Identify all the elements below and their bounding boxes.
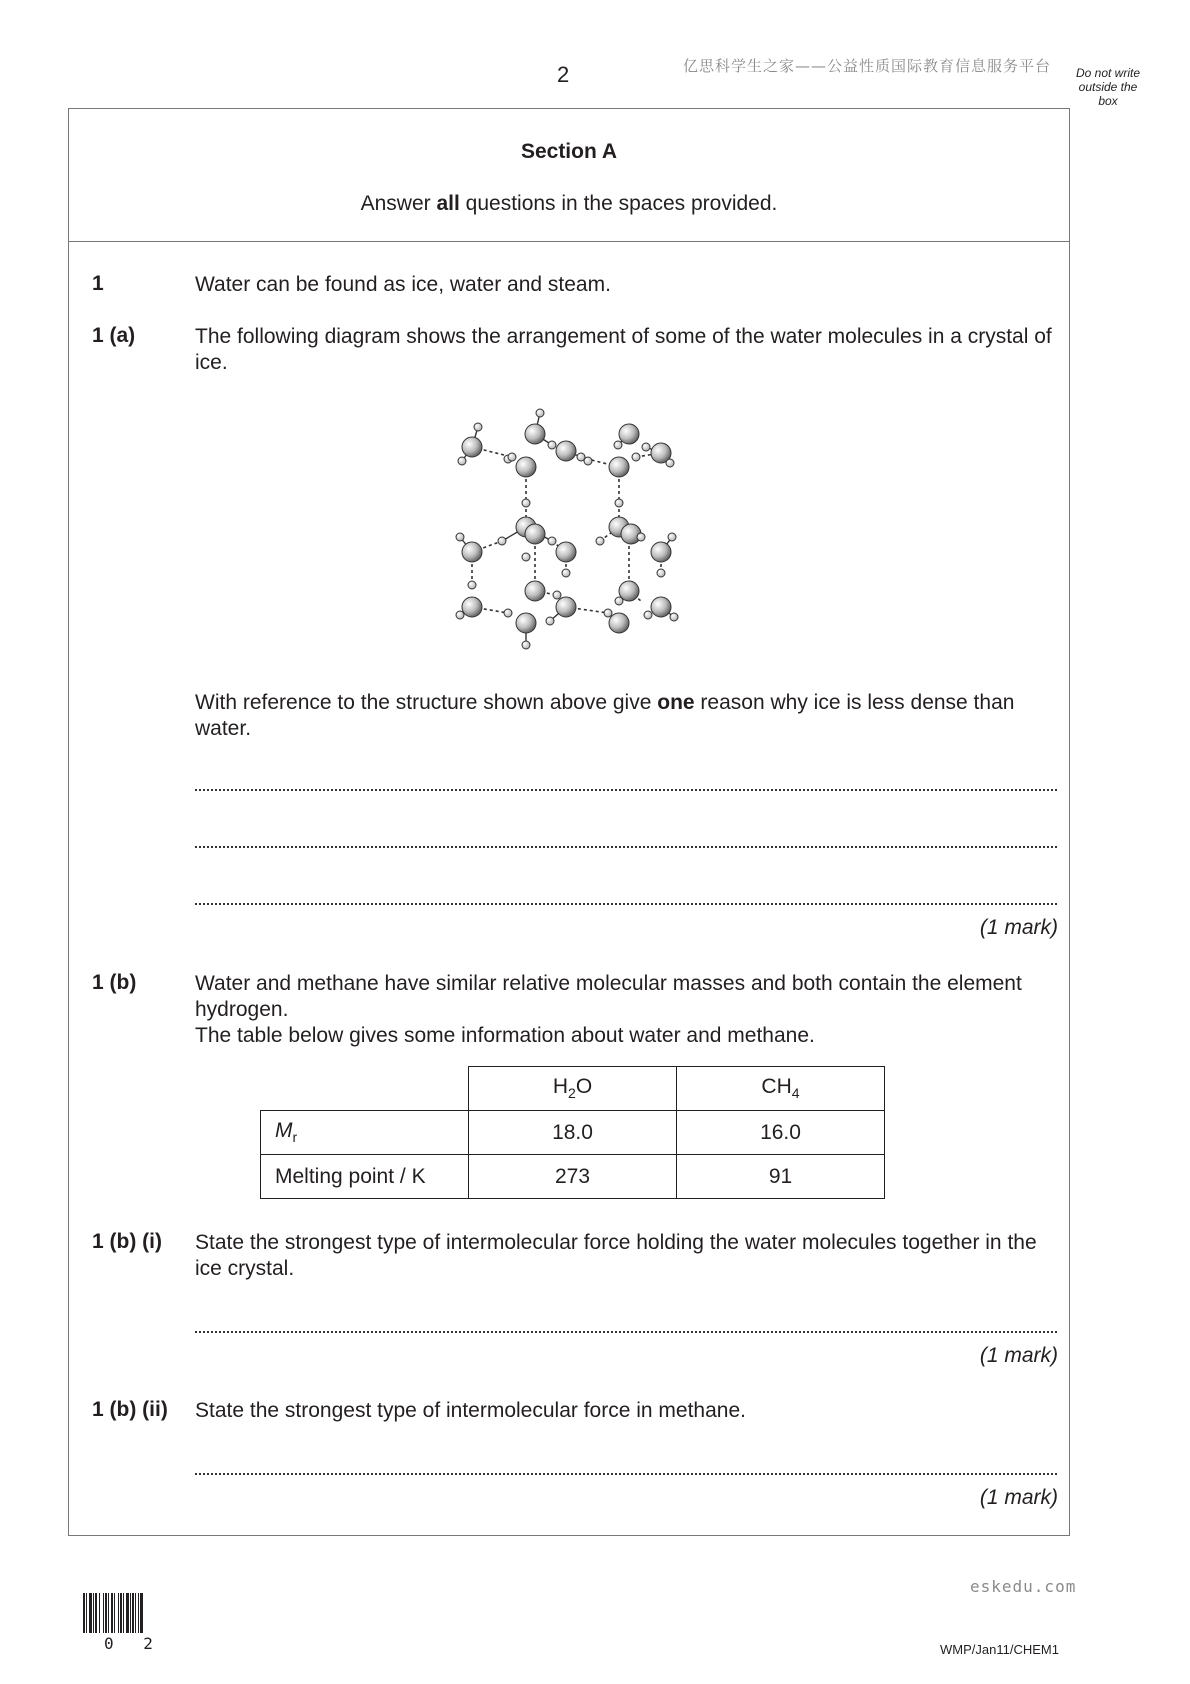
hydrogen-atom — [553, 591, 561, 599]
hydrogen-atom — [604, 609, 612, 617]
question-1a-prompt: With reference to the structure shown above give one reason why ice is less dense than water. — [195, 691, 1015, 740]
table-row-label: $M_r$ — [261, 1111, 469, 1155]
oxygen-atom — [609, 613, 629, 633]
hydrogen-atom — [637, 533, 645, 541]
answer-line[interactable] — [195, 1331, 1057, 1333]
table-cell: 91 — [677, 1155, 885, 1199]
mark-allocation: (1 mark) — [979, 916, 1058, 939]
hydrogen-atom — [614, 441, 622, 449]
hydrogen-atom — [642, 443, 650, 451]
table-header-row — [261, 1067, 885, 1111]
section-divider — [68, 241, 1070, 242]
mark-allocation: (1 mark) — [979, 1344, 1058, 1367]
table-row-label: Melting point / K — [261, 1155, 469, 1199]
hydrogen-atom — [584, 457, 592, 465]
table-header-methane: $CH_4$ — [677, 1067, 885, 1111]
hydrogen-atom — [458, 457, 466, 465]
question-1a-text: The following diagram shows the arrangement of some of the water molecules in a crystal of ice. — [195, 325, 1052, 374]
ice-crystal-diagram — [440, 395, 710, 655]
hydrogen-atom — [670, 613, 678, 621]
margin-note-line: Do not write — [1075, 66, 1141, 80]
question-1bii-text: State the strongest type of intermolecular force in methane. — [195, 1399, 746, 1422]
oxygen-atom — [556, 542, 576, 562]
hydrogen-atom — [474, 423, 482, 431]
watermark-text: 亿思科学生之家——公益性质国际教育信息服务平台 — [683, 57, 1052, 75]
page-number: 2 — [557, 62, 570, 87]
oxygen-atom — [651, 597, 671, 617]
oxygen-atom — [609, 457, 629, 477]
question-1b-number: 1 (b) — [92, 971, 137, 994]
mark-allocation: (1 mark) — [979, 1486, 1058, 1509]
hydrogen-atom — [536, 409, 544, 417]
section-title: Section A — [520, 140, 618, 163]
hydrogen-atom — [632, 453, 640, 461]
answer-line[interactable] — [195, 1473, 1057, 1475]
answer-line[interactable] — [195, 903, 1057, 905]
hydrogen-atom — [522, 499, 530, 507]
table-header-water: $H_2O$ — [469, 1067, 677, 1111]
question-1b-line: Water and methane have similar relative molecular masses and both contain the element hydrogen. — [195, 972, 1022, 1021]
hydrogen-atom — [456, 611, 464, 619]
oxygen-atom — [462, 542, 482, 562]
paper-code: WMP/Jan11/CHEM1 — [940, 1642, 1059, 1657]
barcode-digits: 0 2 — [104, 1634, 163, 1653]
oxygen-atom — [619, 424, 639, 444]
answer-box-border — [68, 108, 1070, 1536]
watermark-site: eskedu.com — [970, 1577, 1077, 1596]
oxygen-atom — [516, 613, 536, 633]
properties-table — [260, 1066, 885, 1199]
hydrogen-atom — [508, 453, 516, 461]
oxygen-atom — [556, 597, 576, 617]
hydrogen-atom — [504, 609, 512, 617]
table-cell: 273 — [469, 1155, 677, 1199]
question-1-number: 1 — [92, 272, 104, 295]
answer-line[interactable] — [195, 846, 1057, 848]
barcode — [83, 1593, 178, 1633]
hydrogen-atom — [657, 569, 665, 577]
hydrogen-atom — [456, 533, 464, 541]
hydrogen-atom — [644, 611, 652, 619]
oxygen-atom — [651, 542, 671, 562]
hydrogen-atom — [548, 537, 556, 545]
hydrogen-atom — [468, 581, 476, 589]
question-1bii-number: 1 (b) (ii) — [92, 1398, 168, 1421]
oxygen-atom — [462, 597, 482, 617]
question-1bi-number: 1 (b) (i) — [92, 1230, 162, 1253]
instruction-emphasis: all — [436, 192, 460, 215]
table-row — [261, 1111, 885, 1155]
hydrogen-atom — [548, 441, 556, 449]
margin-note-line: outside the — [1078, 80, 1138, 94]
hydrogen-atom — [668, 533, 676, 541]
table-corner — [261, 1067, 469, 1111]
hydrogen-atom — [522, 553, 530, 561]
oxygen-atom — [525, 581, 545, 601]
oxygen-atom — [525, 424, 545, 444]
table-cell: 16.0 — [677, 1111, 885, 1155]
margin-note — [1062, 66, 1154, 108]
question-1a-number: 1 (a) — [92, 324, 136, 347]
question-1-text: Water can be found as ice, water and steam. — [195, 273, 611, 296]
section-instruction: Answer all questions in the spaces provided. — [360, 192, 778, 215]
oxygen-atom — [516, 457, 536, 477]
oxygen-atom — [556, 441, 576, 461]
question-1bi-text: State the strongest type of intermolecular force holding the water molecules together in the ice crystal. — [195, 1231, 1037, 1280]
hydrogen-atom — [666, 459, 674, 467]
hydrogen-atom — [596, 537, 604, 545]
table-cell: 18.0 — [469, 1111, 677, 1155]
answer-line[interactable] — [195, 789, 1057, 791]
hydrogen-atom — [498, 537, 506, 545]
oxygen-atom — [462, 437, 482, 457]
hydrogen-atom — [615, 597, 623, 605]
margin-note-line: box — [1098, 94, 1118, 108]
question-1b-text — [195, 971, 1055, 1049]
hydrogen-atom — [562, 569, 570, 577]
hydrogen-atom — [615, 499, 623, 507]
question-1b-line: The table below gives some information about water and methane. — [195, 1024, 815, 1047]
oxygen-atom — [525, 524, 545, 544]
hydrogen-atom — [546, 617, 554, 625]
prompt-emphasis: one — [657, 691, 695, 714]
hydrogen-atom — [522, 641, 530, 649]
table-row — [261, 1155, 885, 1199]
